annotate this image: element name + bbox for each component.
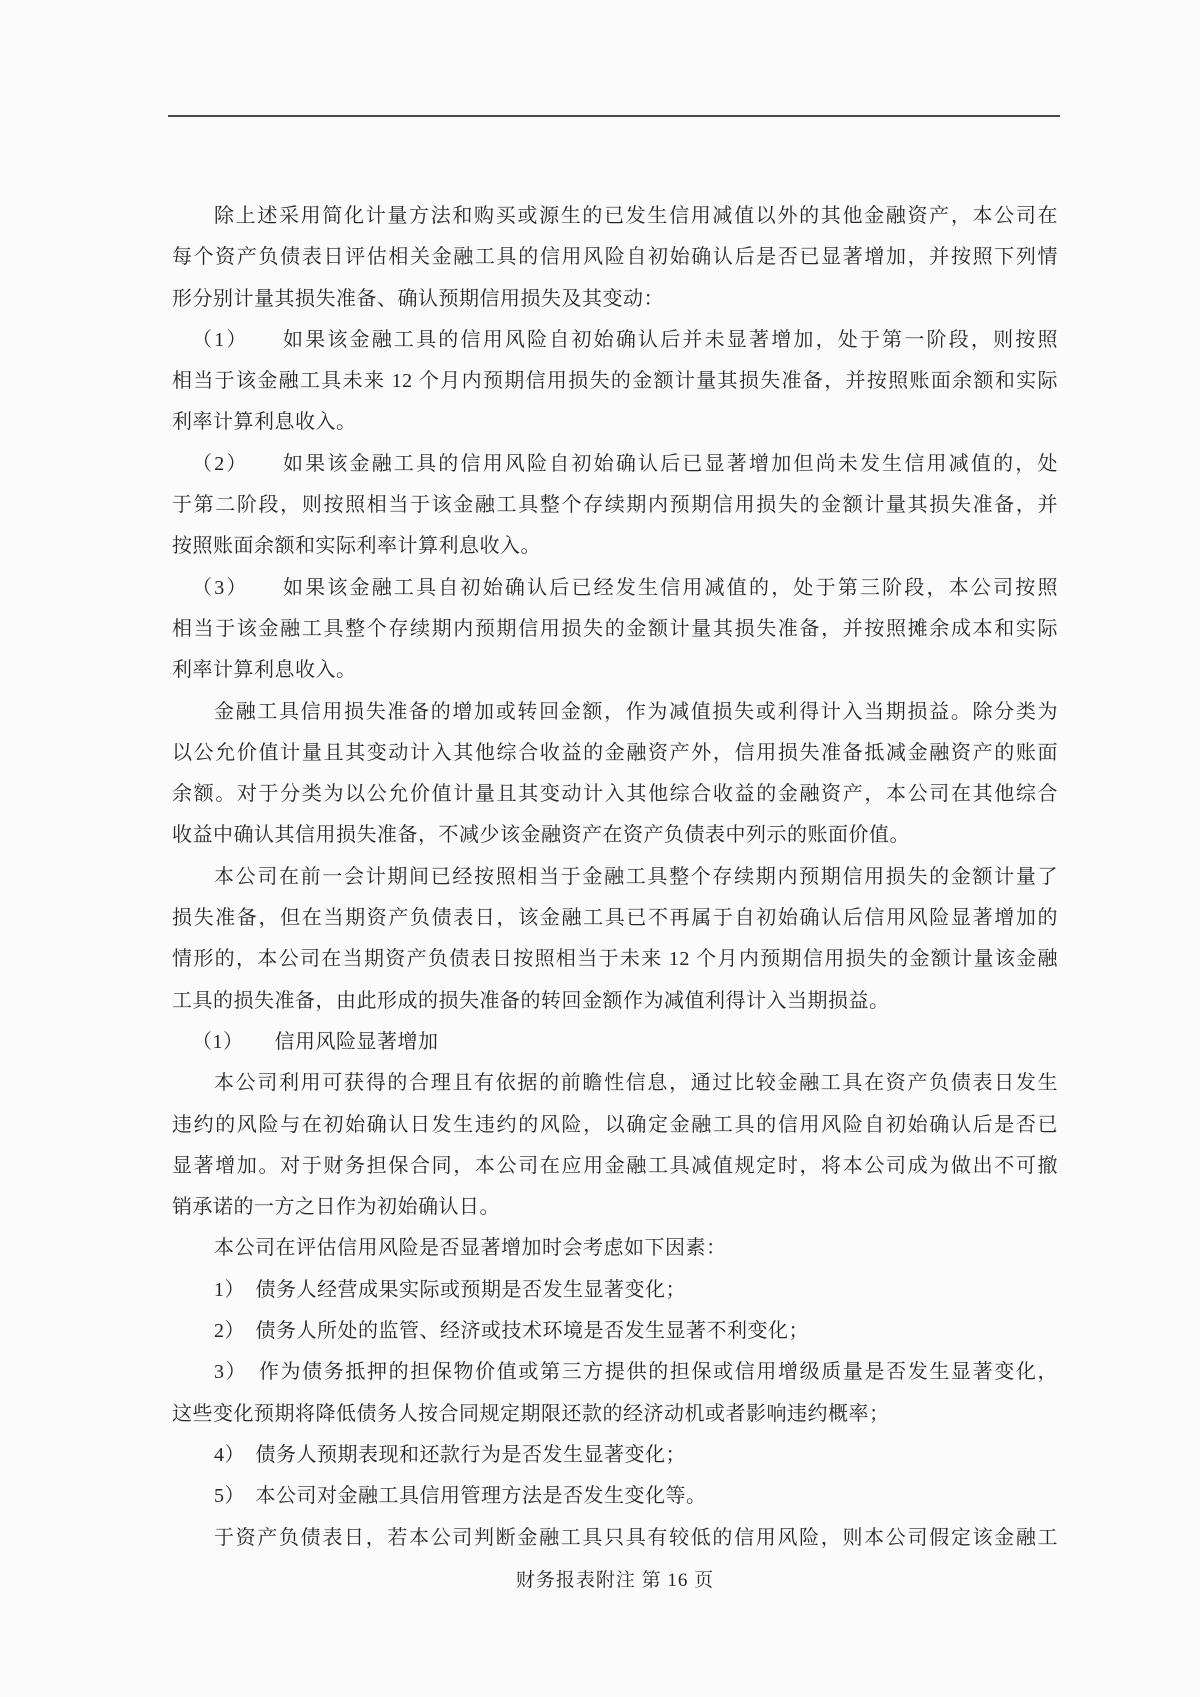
- text-line: （1） 信用风险显著增加: [192, 1030, 439, 1053]
- text-line: 余额。对于分类为以公允价值计量且其变动计入其他综合收益的金融资产，本公司在其他综合: [172, 783, 1058, 806]
- text-line: （1） 如果该金融工具的信用风险自初始确认后并未显著增加，处于第一阶段，则按照: [192, 328, 1058, 351]
- text-line: 相当于该金融工具整个存续期内预期信用损失的金额计量其损失准备，并按照摊余成本和实际: [172, 617, 1058, 640]
- text-line: 利率计算利息收入。: [172, 411, 357, 434]
- text-line: 违约的风险与在初始确认日发生违约的风险，以确定金融工具的信用风险自初始确认后是否已: [172, 1113, 1058, 1136]
- text-line: 形分别计量其损失准备、确认预期信用损失及其变动：: [172, 287, 664, 310]
- text-line: 工具的损失准备，由此形成的损失准备的转回金额作为减值利得计入当期损益。: [172, 989, 890, 1012]
- document-body: [172, 196, 1058, 1559]
- text-line: 按照账面余额和实际利率计算利息收入。: [172, 535, 541, 558]
- text-line: 1） 债务人经营成果实际或预期是否发生显著变化；: [214, 1278, 686, 1301]
- text-line: 4） 债务人预期表现和还款行为是否发生显著变化；: [214, 1443, 686, 1466]
- text-line: 这些变化预期将降低债务人按合同规定期限还款的经济动机或者影响违约概率；: [172, 1402, 890, 1425]
- footer-page-label: 财务报表附注 第 16 页: [515, 1570, 715, 1591]
- text-line: 情形的，本公司在当期资产负债表日按照相当于未来 12 个月内预期信用损失的金额计量该金融: [172, 948, 1058, 971]
- text-line: 相当于该金融工具未来 12 个月内预期信用损失的金额计量其损失准备，并按照账面余额和实际: [172, 370, 1058, 393]
- text-line: 每个资产负债表日评估相关金融工具的信用风险自初始确认后是否已显著增加，并按照下列情: [172, 246, 1058, 269]
- header-rule: [168, 115, 1060, 117]
- text-line: 5） 本公司对金融工具信用管理方法是否发生变化等。: [214, 1485, 707, 1508]
- text-line: 金融工具信用损失准备的增加或转回金额，作为减值损失或利得计入当期损益。除分类为: [214, 700, 1058, 723]
- text-line: 显著增加。对于财务担保合同，本公司在应用金融工具减值规定时，将本公司成为做出不可撤: [172, 1154, 1058, 1177]
- text-line: 本公司在前一会计期间已经按照相当于金融工具整个存续期内预期信用损失的金额计量了: [214, 865, 1058, 888]
- text-line: 于第二阶段，则按照相当于该金融工具整个存续期内预期信用损失的金额计量其损失准备，并: [172, 494, 1058, 517]
- text-line: 以公允价值计量且其变动计入其他综合收益的金融资产外，信用损失准备抵减金融资产的账面: [172, 741, 1058, 764]
- text-line: 销承诺的一方之日作为初始确认日。: [172, 1196, 500, 1219]
- text-line: 3） 作为债务抵押的担保物价值或第三方提供的担保或信用增级质量是否发生显著变化，: [214, 1361, 1058, 1384]
- text-line: 除上述采用简化计量方法和购买或源生的已发生信用减值以外的其他金融资产，本公司在: [214, 205, 1058, 227]
- text-line: 损失准备，但在当期资产负债表日，该金融工具已不再属于自初始确认后信用风险显著增加的: [172, 907, 1058, 930]
- text-line: （3） 如果该金融工具自初始确认后已经发生信用减值的，处于第三阶段，本公司按照: [192, 576, 1058, 599]
- text-line: 于资产负债表日，若本公司判断金融工具只具有较低的信用风险，则本公司假定该金融工: [214, 1526, 1058, 1549]
- text-line: 收益中确认其信用损失准备，不减少该金融资产在资产负债表中列示的账面价值。: [172, 824, 910, 847]
- text-line: 本公司利用可获得的合理且有依据的前瞻性信息，通过比较金融工具在资产负债表日发生: [214, 1072, 1058, 1095]
- text-line: （2） 如果该金融工具的信用风险自初始确认后已显著增加但尚未发生信用减值的，处: [192, 452, 1058, 475]
- text-line: 利率计算利息收入。: [172, 659, 357, 682]
- text-line: 本公司在评估信用风险是否显著增加时会考虑如下因素：: [214, 1237, 727, 1260]
- page-footer: [172, 1566, 1058, 1596]
- text-line: 2） 债务人所处的监管、经济或技术环境是否发生显著不利变化；: [214, 1320, 809, 1343]
